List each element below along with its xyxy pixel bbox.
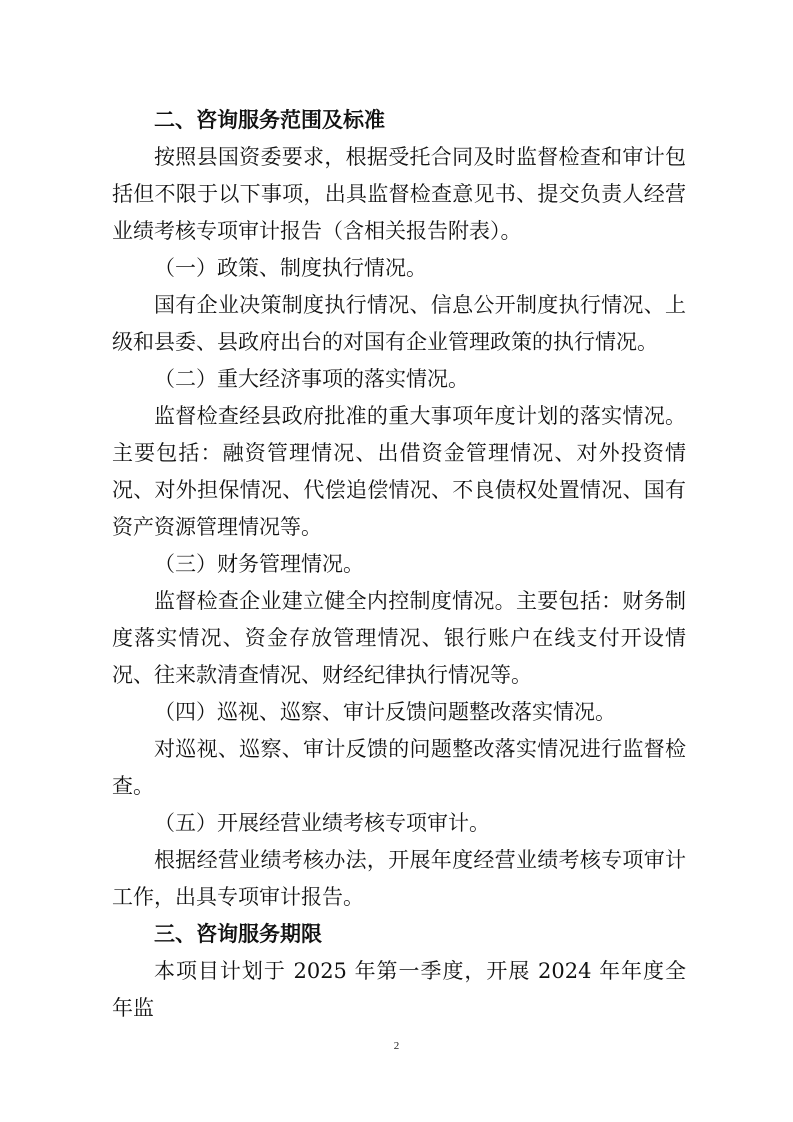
subheading-rectification: （四）巡视、巡察、审计反馈问题整改落实情况。 <box>154 700 616 724</box>
subheading-policy: （一）政策、制度执行情况。 <box>154 256 427 280</box>
paragraph-performance-audit: 根据经营业绩考核办法，开展年度经营业绩考核专项审计工作，出具专项审计报告。 <box>112 848 686 909</box>
section-heading-term: 三、咨询服务期限 <box>154 922 322 946</box>
subheading-major-matters: （二）重大经济事项的落实情况。 <box>154 367 469 391</box>
paragraph-rectification: 对巡视、巡察、审计反馈的问题整改落实情况进行监督检查。 <box>112 737 686 798</box>
page-number: 2 <box>393 1040 400 1052</box>
paragraph-finance: 监督检查企业建立健全内控制度情况。主要包括：财务制度落实情况、资金存放管理情况、银行账户在线支付开设情况、往来款清查情况、财经纪律执行情况等。 <box>112 589 686 687</box>
paragraph-policy: 国有企业决策制度执行情况、信息公开制度执行情况、上级和县委、县政府出台的对国有企业管理政策的执行情况。 <box>112 293 686 354</box>
paragraph-major-matters: 监督检查经县政府批准的重大事项年度计划的落实情况。主要包括：融资管理情况、出借资金管理情况、对外投资情况、对外担保情况、代偿追偿情况、不良债权处置情况、国有资产资源管理情况等。 <box>112 404 686 539</box>
subheading-performance-audit: （五）开展经营业绩考核专项审计。 <box>154 811 490 835</box>
paragraph-term: 本项目计划于 2025 年第一季度，开展 2024 年年度全年监 <box>112 959 686 1020</box>
subheading-finance: （三）财务管理情况。 <box>154 552 364 576</box>
document-body <box>112 102 686 1027</box>
paragraph-scope-intro: 按照县国资委要求，根据受托合同及时监督检查和审计包括但不限于以下事项，出具监督检查意见书、提交负责人经营业绩考核专项审计报告（含相关报告附表）。 <box>112 145 686 243</box>
section-heading-scope: 二、咨询服务范围及标准 <box>154 108 385 132</box>
